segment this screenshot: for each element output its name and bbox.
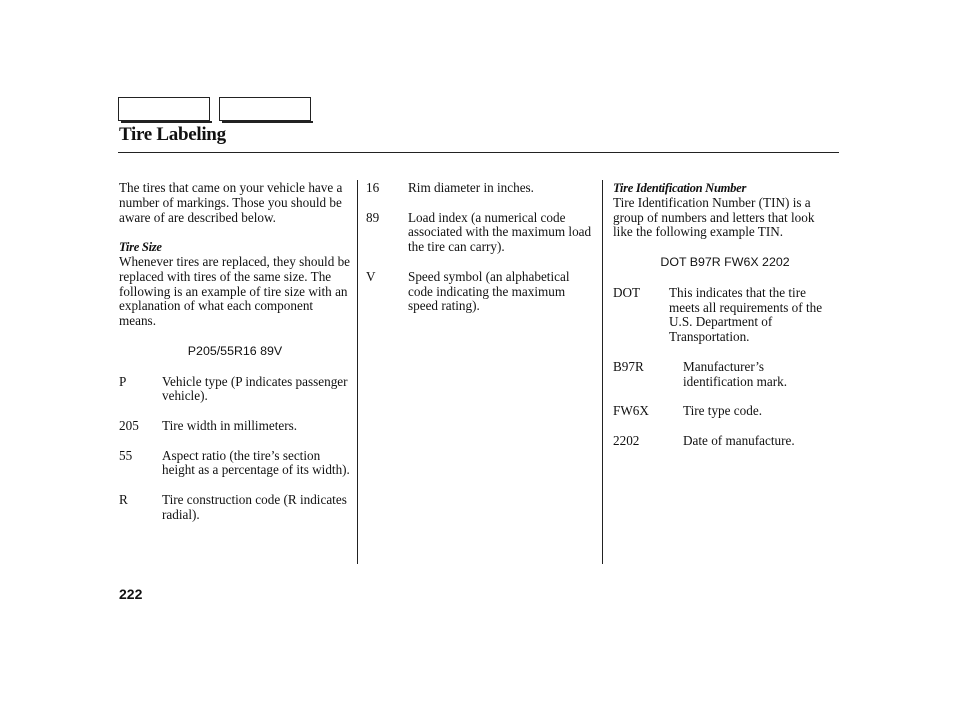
item-code: DOT bbox=[613, 284, 641, 300]
column-tire-size-continued bbox=[366, 181, 596, 329]
list-item bbox=[119, 419, 351, 434]
item-description: Tire construction code (R indicates radial). bbox=[162, 491, 347, 522]
item-description: This indicates that the tire meets all requirements of the U.S. Department of Transportation. bbox=[669, 284, 823, 345]
tin-paragraph: Tire Identification Number (TIN) is a group of numbers and letters that look like the following example TIN. bbox=[613, 194, 815, 240]
item-description: Rim diameter in inches. bbox=[408, 180, 534, 195]
column-tire-size bbox=[119, 181, 351, 537]
list-item bbox=[366, 211, 596, 255]
item-code: 55 bbox=[119, 447, 133, 463]
item-description: Tire width in millimeters. bbox=[162, 417, 298, 433]
section-tab-box-2 bbox=[219, 97, 311, 121]
column-divider-2 bbox=[602, 180, 603, 564]
list-item bbox=[613, 434, 837, 449]
item-code: 2202 bbox=[613, 432, 640, 448]
list-item bbox=[119, 449, 351, 479]
item-code: P bbox=[119, 373, 127, 389]
column-tire-identification bbox=[613, 181, 837, 463]
intro-paragraph: The tires that came on your vehicle have a number of markings. Those you should be aware of are described below. bbox=[119, 180, 343, 225]
tin-subhead: Tire Identification Number bbox=[613, 181, 747, 195]
column-divider-1 bbox=[357, 180, 358, 564]
title-divider bbox=[118, 152, 839, 153]
item-code: 16 bbox=[366, 180, 380, 195]
tire-size-paragraph: Whenever tires are replaced, they should be replaced with tires of the same size. The following is an example of tire size with an explanation of what each component means. bbox=[119, 253, 351, 329]
page-title: Tire Labeling bbox=[119, 124, 226, 145]
list-item bbox=[366, 270, 596, 314]
item-code: 89 bbox=[366, 209, 380, 225]
item-description: Tire type code. bbox=[683, 403, 762, 419]
item-description: Speed symbol (an alphabetical code indicating the maximum speed rating). bbox=[408, 268, 570, 314]
list-item bbox=[366, 181, 596, 196]
item-description: Vehicle type (P indicates passenger vehicle). bbox=[162, 373, 348, 404]
item-description: Date of manufacture. bbox=[683, 432, 795, 448]
item-code: R bbox=[119, 491, 128, 507]
list-item bbox=[119, 375, 351, 405]
tire-size-subhead: Tire Size bbox=[119, 240, 162, 255]
item-code: 205 bbox=[119, 417, 139, 433]
page-number: 222 bbox=[119, 586, 143, 602]
item-description: Load index (a numerical code associated with the maximum load the tire can carry). bbox=[408, 209, 592, 255]
list-item bbox=[613, 404, 837, 419]
list-item bbox=[119, 493, 351, 523]
item-code: V bbox=[366, 268, 376, 284]
item-code: B97R bbox=[613, 358, 644, 374]
item-description: Aspect ratio (the tire’s section height as a percentage of its width). bbox=[162, 447, 350, 478]
section-tab-box-1 bbox=[118, 97, 210, 121]
tin-example: DOT B97R FW6X 2202 bbox=[660, 254, 790, 269]
item-description: Manufacturer’s identification mark. bbox=[683, 358, 787, 389]
list-item bbox=[613, 286, 837, 345]
list-item bbox=[613, 360, 837, 390]
item-code: FW6X bbox=[613, 403, 649, 419]
tire-size-example: P205/55R16 89V bbox=[187, 343, 283, 358]
